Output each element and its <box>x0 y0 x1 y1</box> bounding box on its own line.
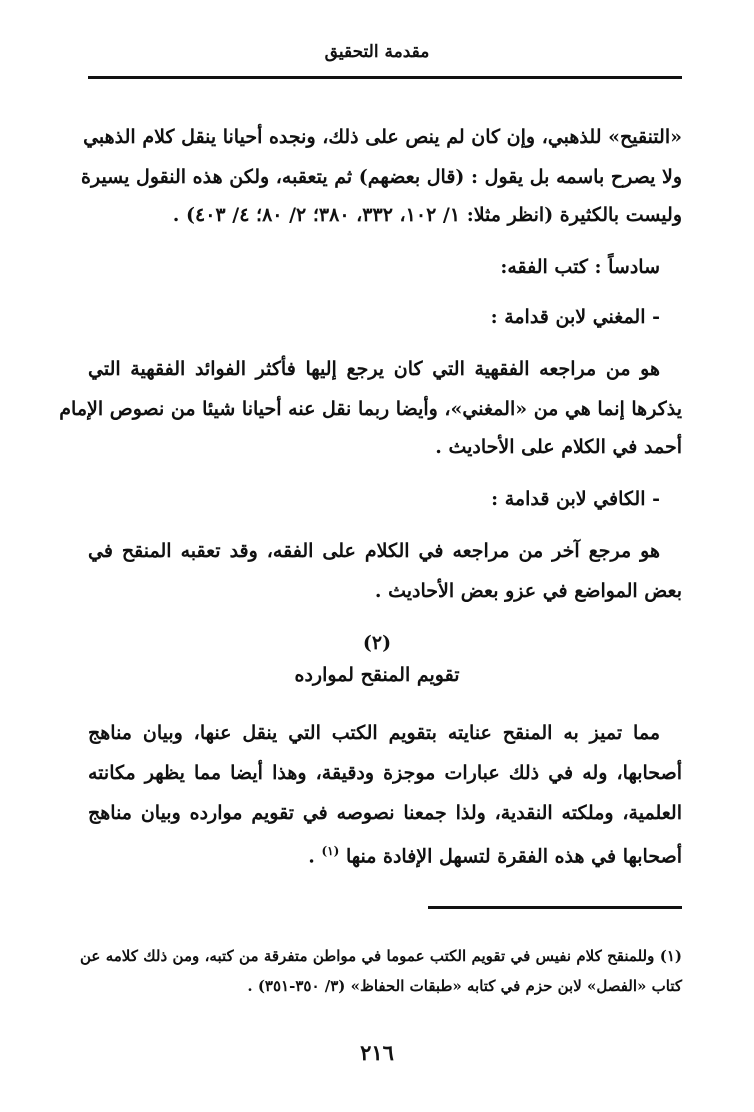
chapter-title: تقويم المنقح لموارده <box>294 664 460 686</box>
paragraph-2-line-2: يذكرها إنما هي من «المغني»، وأيضا ربما نقل عنه أحيانا شيئا من نصوص الإمام <box>59 398 682 420</box>
footnote-reference[interactable]: (١) <box>321 844 340 858</box>
paragraph-4-line-1: مما تميز به المنقح عنايته بتقويم الكتب التي ينقل عنها، وبيان مناهج <box>88 722 660 744</box>
paragraph-4-line-2: أصحابها، وله في ذلك عبارات موجزة ودقيقة، وهذا أيضا مما يظهر مكانته <box>88 762 682 784</box>
footnote-1-line-1: (١) وللمنقح كلام نفيس في تقويم الكتب عموما في مواطن متفرقة من كتبه، ومن ذلك كلامه عن <box>80 947 682 965</box>
paragraph-4-line-3: العلمية، وملكته النقدية، ولذا جمعنا نصوصه في تقويم موارده وبيان مناهج <box>88 802 682 824</box>
paragraph-4-end: . <box>308 845 315 868</box>
paragraph-4-last-text: أصحابها في هذه الفقرة لتسهل الإفادة منها <box>345 845 682 868</box>
paragraph-2-line-3: أحمد في الكلام على الأحاديث . <box>435 436 682 458</box>
page-number: ٢١٦ <box>360 1040 394 1065</box>
item-heading-kafi: - الكافي لابن قدامة : <box>491 488 660 510</box>
chapter-number: (٢) <box>362 632 392 654</box>
footnote-rule <box>428 906 682 909</box>
paragraph-3-line-2: بعض المواضع في عزو بعض الأحاديث . <box>374 580 682 602</box>
item-heading-mughni: - المغني لابن قدامة : <box>490 306 660 328</box>
paragraph-3-line-1: هو مرجع آخر من مراجعه في الكلام على الفقه، وقد تعقبه المنقح في <box>88 540 660 562</box>
section-heading: سادساً : كتب الفقه: <box>500 256 660 278</box>
paragraph-2-line-1: هو من مراجعه الفقهية التي كان يرجع إليها فأكثر الفوائد الفقهية التي <box>88 358 660 380</box>
header-rule <box>88 76 682 79</box>
footnote-1-line-2: كتاب «الفصل» لابن حزم في كتابه «طبقات الحفاظ» (٣/ ٣٥٠-٣٥١) . <box>247 977 682 995</box>
paragraph-4-line-4 <box>88 834 682 873</box>
paragraph-1-line-2: ولا يصرح باسمه بل يقول : (قال بعضهم) ثم يتعقبه، ولكن هذه النقول يسيرة <box>81 166 682 188</box>
paragraph-1-line-1: «التنقيح» للذهبي، وإن كان لم ينص على ذلك، ونجده أحيانا ينقل كلام الذهبي <box>83 126 682 148</box>
paragraph-1-line-3: وليست بالكثيرة (انظر مثلا: ١/ ١٠٢، ٣٣٢، ٣٨٠؛ ٢/ ٨٠؛ ٤/ ٤٠٣) . <box>172 204 682 226</box>
running-header: مقدمة التحقيق <box>324 42 430 62</box>
